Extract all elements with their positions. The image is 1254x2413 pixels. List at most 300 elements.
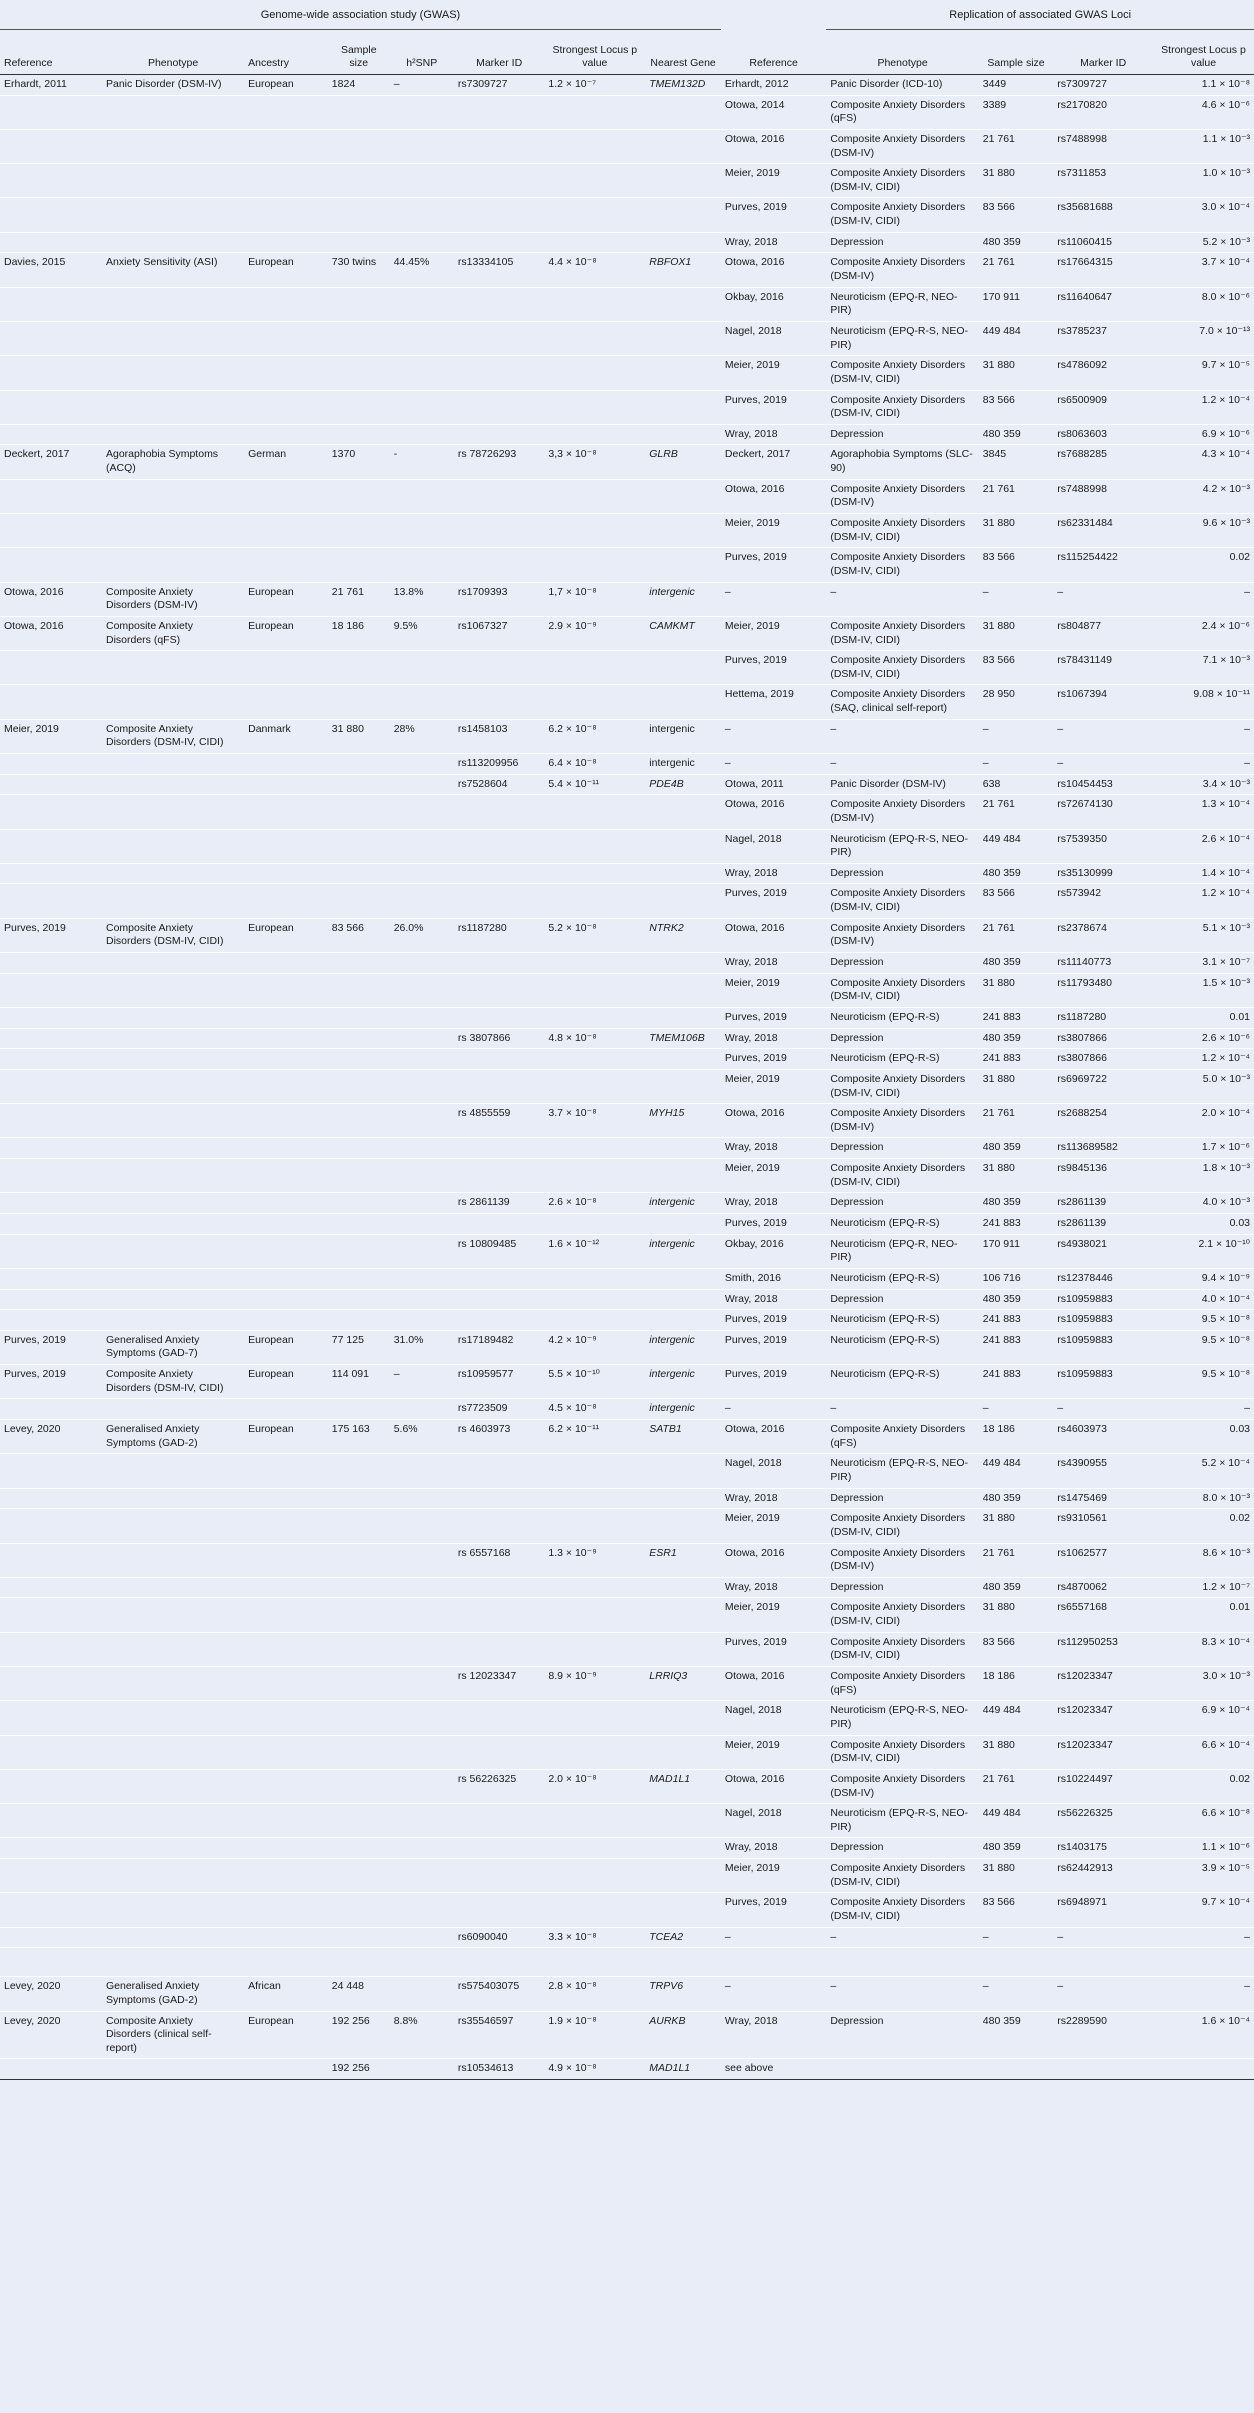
cell-marker-id bbox=[454, 795, 545, 829]
cell-rep-reference: Smith, 2016 bbox=[721, 1268, 826, 1289]
cell-rep-phenotype: Composite Anxiety Disorders (qFS) bbox=[826, 1667, 978, 1701]
cell-h2snp bbox=[390, 1769, 454, 1803]
cell-phenotype bbox=[102, 1310, 244, 1331]
cell-rep-marker-id: rs11060415 bbox=[1053, 232, 1153, 253]
col-header-rep-p-value: Strongest Locus p value bbox=[1153, 30, 1254, 75]
cell-rep-phenotype: Neuroticism (EPQ-R, NEO-PIR) bbox=[826, 1234, 978, 1268]
table-row bbox=[0, 1399, 1254, 1420]
cell-reference bbox=[0, 1632, 102, 1666]
cell-reference bbox=[0, 1069, 102, 1103]
table-row bbox=[0, 1007, 1254, 1028]
cell-nearest-gene bbox=[645, 1838, 721, 1859]
cell-ancestry bbox=[244, 232, 328, 253]
cell-rep-marker-id: rs7688285 bbox=[1053, 445, 1153, 479]
cell-rep-marker-id: rs1403175 bbox=[1053, 1838, 1153, 1859]
cell-nearest-gene: intergenic bbox=[645, 1193, 721, 1214]
cell-phenotype: Generalised Anxiety Symptoms (GAD-2) bbox=[102, 1420, 244, 1454]
cell-h2snp bbox=[390, 1509, 454, 1543]
cell-nearest-gene: intergenic bbox=[645, 1399, 721, 1420]
cell-nearest-gene bbox=[645, 1488, 721, 1509]
cell-rep-phenotype: Composite Anxiety Disorders (DSM-IV, CIDI) bbox=[826, 1893, 978, 1927]
cell-nearest-gene bbox=[645, 548, 721, 582]
cell-marker-id bbox=[454, 1159, 545, 1193]
cell-p-value bbox=[544, 1007, 645, 1028]
table-row bbox=[0, 1893, 1254, 1927]
col-header-rep-phenotype: Phenotype bbox=[826, 30, 978, 75]
cell-nearest-gene: intergenic bbox=[645, 582, 721, 616]
cell-p-value bbox=[544, 479, 645, 513]
cell-ancestry bbox=[244, 1577, 328, 1598]
cell-rep-sample-size: 170 911 bbox=[979, 287, 1054, 321]
cell-ancestry bbox=[244, 884, 328, 918]
table-row bbox=[0, 198, 1254, 232]
cell-nearest-gene: TCEA2 bbox=[645, 1927, 721, 1948]
cell-h2snp bbox=[390, 795, 454, 829]
table-row bbox=[0, 1159, 1254, 1193]
table-row bbox=[0, 616, 1254, 650]
cell-phenotype: Composite Anxiety Disorders (clinical self-report) bbox=[102, 2011, 244, 2059]
cell-rep-phenotype: Composite Anxiety Disorders (DSM-IV, CIDI) bbox=[826, 973, 978, 1007]
cell-reference bbox=[0, 390, 102, 424]
cell-p-value bbox=[544, 321, 645, 355]
cell-rep-reference: Purves, 2019 bbox=[721, 390, 826, 424]
cell-phenotype bbox=[102, 514, 244, 548]
cell-reference bbox=[0, 1159, 102, 1193]
cell-sample-size: 1370 bbox=[328, 445, 390, 479]
table-row bbox=[0, 129, 1254, 163]
cell-sample-size bbox=[328, 1138, 390, 1159]
cell-rep-p-value: 9.7 × 10⁻⁴ bbox=[1153, 1893, 1254, 1927]
cell-marker-id bbox=[454, 1701, 545, 1735]
cell-marker-id bbox=[454, 1893, 545, 1927]
cell-h2snp bbox=[390, 1927, 454, 1948]
cell-nearest-gene: intergenic bbox=[645, 1365, 721, 1399]
cell-rep-sample-size: 449 484 bbox=[979, 1701, 1054, 1735]
cell-p-value: 3.3 × 10⁻⁸ bbox=[544, 1927, 645, 1948]
cell-rep-marker-id: – bbox=[1053, 582, 1153, 616]
cell-ancestry bbox=[244, 1735, 328, 1769]
cell-rep-p-value: 0.01 bbox=[1153, 1598, 1254, 1632]
cell-h2snp: 8.8% bbox=[390, 2011, 454, 2059]
cell-ancestry: European bbox=[244, 1365, 328, 1399]
table-row bbox=[0, 1365, 1254, 1399]
cell-rep-sample-size: – bbox=[979, 582, 1054, 616]
cell-rep-marker-id: rs35681688 bbox=[1053, 198, 1153, 232]
cell-rep-phenotype: Composite Anxiety Disorders (DSM-IV, CIDI) bbox=[826, 164, 978, 198]
cell-h2snp bbox=[390, 1977, 454, 2011]
cell-rep-p-value: 8.3 × 10⁻⁴ bbox=[1153, 1632, 1254, 1666]
cell-rep-phenotype: Composite Anxiety Disorders (DSM-IV) bbox=[826, 1543, 978, 1577]
cell-nearest-gene: intergenic bbox=[645, 753, 721, 774]
cell-rep-phenotype: – bbox=[826, 1927, 978, 1948]
table-row bbox=[0, 1104, 1254, 1138]
table-row bbox=[0, 95, 1254, 129]
cell-rep-p-value: 7.0 × 10⁻¹³ bbox=[1153, 321, 1254, 355]
cell-rep-marker-id: rs6500909 bbox=[1053, 390, 1153, 424]
cell-nearest-gene bbox=[645, 685, 721, 719]
cell-phenotype bbox=[102, 1948, 244, 1977]
cell-sample-size bbox=[328, 548, 390, 582]
cell-rep-marker-id: rs12023347 bbox=[1053, 1735, 1153, 1769]
cell-rep-phenotype: – bbox=[826, 1977, 978, 2011]
table-row bbox=[0, 287, 1254, 321]
cell-reference bbox=[0, 287, 102, 321]
cell-nearest-gene bbox=[645, 1598, 721, 1632]
cell-h2snp: - bbox=[390, 445, 454, 479]
cell-sample-size bbox=[328, 321, 390, 355]
cell-phenotype bbox=[102, 1509, 244, 1543]
cell-rep-marker-id bbox=[1053, 2059, 1153, 2080]
cell-rep-sample-size: 21 761 bbox=[979, 918, 1054, 952]
cell-p-value bbox=[544, 198, 645, 232]
cell-nearest-gene bbox=[645, 863, 721, 884]
cell-rep-phenotype: Composite Anxiety Disorders (DSM-IV, CIDI) bbox=[826, 1159, 978, 1193]
cell-marker-id bbox=[454, 1049, 545, 1070]
cell-rep-p-value: 1.1 × 10⁻⁶ bbox=[1153, 1838, 1254, 1859]
cell-nearest-gene bbox=[645, 1859, 721, 1893]
cell-h2snp bbox=[390, 753, 454, 774]
cell-rep-marker-id: rs7309727 bbox=[1053, 75, 1153, 96]
cell-ancestry bbox=[244, 198, 328, 232]
cell-marker-id bbox=[454, 321, 545, 355]
cell-sample-size bbox=[328, 232, 390, 253]
cell-phenotype bbox=[102, 1268, 244, 1289]
table-row bbox=[0, 445, 1254, 479]
cell-rep-reference: – bbox=[721, 582, 826, 616]
cell-p-value bbox=[544, 1632, 645, 1666]
cell-p-value bbox=[544, 1859, 645, 1893]
cell-rep-reference: Otowa, 2011 bbox=[721, 774, 826, 795]
cell-rep-marker-id: rs17664315 bbox=[1053, 253, 1153, 287]
cell-marker-id bbox=[454, 973, 545, 1007]
cell-sample-size bbox=[328, 829, 390, 863]
cell-nearest-gene: TMEM132D bbox=[645, 75, 721, 96]
cell-marker-id bbox=[454, 479, 545, 513]
table-row bbox=[0, 424, 1254, 445]
col-header-marker-id: Marker ID bbox=[454, 30, 545, 75]
cell-marker-id: rs17189482 bbox=[454, 1330, 545, 1364]
cell-p-value: 2.8 × 10⁻⁸ bbox=[544, 1977, 645, 2011]
cell-sample-size bbox=[328, 753, 390, 774]
cell-sample-size bbox=[328, 1769, 390, 1803]
cell-phenotype bbox=[102, 1234, 244, 1268]
cell-p-value: 1.6 × 10⁻¹² bbox=[544, 1234, 645, 1268]
cell-rep-sample-size: 31 880 bbox=[979, 1159, 1054, 1193]
cell-rep-reference: Wray, 2018 bbox=[721, 1138, 826, 1159]
col-header-reference: Reference bbox=[0, 30, 102, 75]
cell-rep-reference: Purves, 2019 bbox=[721, 1893, 826, 1927]
cell-h2snp bbox=[390, 1049, 454, 1070]
cell-rep-marker-id: rs78431149 bbox=[1053, 651, 1153, 685]
cell-p-value bbox=[544, 1948, 645, 1977]
cell-nearest-gene bbox=[645, 884, 721, 918]
cell-rep-phenotype: Neuroticism (EPQ-R, NEO-PIR) bbox=[826, 287, 978, 321]
cell-p-value bbox=[544, 1049, 645, 1070]
cell-h2snp bbox=[390, 1598, 454, 1632]
cell-p-value bbox=[544, 232, 645, 253]
cell-marker-id bbox=[454, 1310, 545, 1331]
cell-nearest-gene bbox=[645, 232, 721, 253]
cell-rep-marker-id: rs4870062 bbox=[1053, 1577, 1153, 1598]
cell-rep-phenotype: Neuroticism (EPQ-R-S, NEO-PIR) bbox=[826, 321, 978, 355]
cell-rep-reference: Otowa, 2016 bbox=[721, 479, 826, 513]
cell-p-value bbox=[544, 1509, 645, 1543]
cell-h2snp bbox=[390, 884, 454, 918]
cell-phenotype bbox=[102, 1488, 244, 1509]
cell-marker-id bbox=[454, 164, 545, 198]
cell-marker-id: rs35546597 bbox=[454, 2011, 545, 2059]
cell-rep-marker-id: rs1187280 bbox=[1053, 1007, 1153, 1028]
cell-h2snp bbox=[390, 1234, 454, 1268]
cell-h2snp bbox=[390, 651, 454, 685]
cell-rep-phenotype: Depression bbox=[826, 863, 978, 884]
cell-h2snp bbox=[390, 514, 454, 548]
cell-sample-size bbox=[328, 1804, 390, 1838]
cell-rep-sample-size: 241 883 bbox=[979, 1049, 1054, 1070]
cell-rep-sample-size: 638 bbox=[979, 774, 1054, 795]
cell-p-value bbox=[544, 1454, 645, 1488]
cell-p-value: 5.2 × 10⁻⁸ bbox=[544, 918, 645, 952]
cell-h2snp: 5.6% bbox=[390, 1420, 454, 1454]
cell-reference: Levey, 2020 bbox=[0, 1420, 102, 1454]
cell-p-value bbox=[544, 514, 645, 548]
cell-rep-p-value: 9.5 × 10⁻⁸ bbox=[1153, 1330, 1254, 1364]
cell-rep-p-value: – bbox=[1153, 1977, 1254, 2011]
cell-phenotype bbox=[102, 479, 244, 513]
cell-rep-marker-id: rs10959883 bbox=[1053, 1365, 1153, 1399]
cell-sample-size bbox=[328, 1488, 390, 1509]
cell-rep-p-value: 8.0 × 10⁻⁶ bbox=[1153, 287, 1254, 321]
cell-marker-id bbox=[454, 884, 545, 918]
cell-rep-reference: Wray, 2018 bbox=[721, 1193, 826, 1214]
table-row bbox=[0, 1804, 1254, 1838]
cell-rep-reference: Meier, 2019 bbox=[721, 1069, 826, 1103]
cell-reference: Otowa, 2016 bbox=[0, 616, 102, 650]
cell-marker-id: rs 10809485 bbox=[454, 1234, 545, 1268]
cell-nearest-gene: intergenic bbox=[645, 1234, 721, 1268]
cell-rep-sample-size: 480 359 bbox=[979, 1193, 1054, 1214]
cell-h2snp: 28% bbox=[390, 719, 454, 753]
cell-marker-id: rs113209956 bbox=[454, 753, 545, 774]
cell-h2snp: 9.5% bbox=[390, 616, 454, 650]
cell-nearest-gene: MAD1L1 bbox=[645, 1769, 721, 1803]
cell-rep-marker-id: rs2378674 bbox=[1053, 918, 1153, 952]
cell-sample-size bbox=[328, 198, 390, 232]
cell-p-value bbox=[544, 1488, 645, 1509]
cell-rep-phenotype: – bbox=[826, 719, 978, 753]
cell-phenotype bbox=[102, 863, 244, 884]
cell-h2snp bbox=[390, 1893, 454, 1927]
cell-reference bbox=[0, 1838, 102, 1859]
cell-ancestry bbox=[244, 1598, 328, 1632]
cell-ancestry bbox=[244, 1632, 328, 1666]
cell-ancestry bbox=[244, 1543, 328, 1577]
cell-ancestry bbox=[244, 1049, 328, 1070]
cell-p-value bbox=[544, 1804, 645, 1838]
cell-rep-p-value: 1.2 × 10⁻⁴ bbox=[1153, 884, 1254, 918]
cell-rep-sample-size: 170 911 bbox=[979, 1234, 1054, 1268]
cell-rep-marker-id: rs62331484 bbox=[1053, 514, 1153, 548]
cell-phenotype bbox=[102, 1214, 244, 1235]
cell-h2snp bbox=[390, 1138, 454, 1159]
cell-rep-sample-size: 31 880 bbox=[979, 1735, 1054, 1769]
cell-reference: Otowa, 2016 bbox=[0, 582, 102, 616]
cell-reference bbox=[0, 1543, 102, 1577]
cell-rep-phenotype bbox=[826, 1948, 978, 1977]
cell-rep-phenotype: Depression bbox=[826, 953, 978, 974]
table-row bbox=[0, 795, 1254, 829]
cell-rep-phenotype: Composite Anxiety Disorders (DSM-IV, CIDI) bbox=[826, 651, 978, 685]
cell-p-value bbox=[544, 1138, 645, 1159]
cell-rep-reference: Deckert, 2017 bbox=[721, 445, 826, 479]
cell-marker-id: rs7528604 bbox=[454, 774, 545, 795]
cell-reference bbox=[0, 1859, 102, 1893]
cell-rep-p-value: 5.2 × 10⁻³ bbox=[1153, 232, 1254, 253]
table-row bbox=[0, 1138, 1254, 1159]
cell-rep-p-value: 1.7 × 10⁻⁶ bbox=[1153, 1138, 1254, 1159]
cell-nearest-gene: SATB1 bbox=[645, 1420, 721, 1454]
cell-rep-sample-size: 449 484 bbox=[979, 1804, 1054, 1838]
cell-h2snp: 26.0% bbox=[390, 918, 454, 952]
cell-marker-id: rs 4855559 bbox=[454, 1104, 545, 1138]
cell-marker-id bbox=[454, 1214, 545, 1235]
cell-rep-p-value: 2.0 × 10⁻⁴ bbox=[1153, 1104, 1254, 1138]
cell-rep-reference: Meier, 2019 bbox=[721, 1735, 826, 1769]
cell-rep-reference: Otowa, 2016 bbox=[721, 1667, 826, 1701]
cell-rep-sample-size: 28 950 bbox=[979, 685, 1054, 719]
cell-nearest-gene bbox=[645, 1214, 721, 1235]
cell-h2snp bbox=[390, 1948, 454, 1977]
cell-phenotype bbox=[102, 95, 244, 129]
cell-phenotype bbox=[102, 953, 244, 974]
cell-h2snp: 31.0% bbox=[390, 1330, 454, 1364]
cell-rep-reference: Meier, 2019 bbox=[721, 973, 826, 1007]
cell-p-value: 6.4 × 10⁻⁸ bbox=[544, 753, 645, 774]
cell-reference bbox=[0, 424, 102, 445]
replication-group-header: Replication of associated GWAS Loci bbox=[826, 0, 1254, 30]
table-row bbox=[0, 1420, 1254, 1454]
cell-ancestry bbox=[244, 548, 328, 582]
cell-marker-id: rs10959577 bbox=[454, 1365, 545, 1399]
cell-nearest-gene bbox=[645, 1701, 721, 1735]
cell-reference bbox=[0, 1948, 102, 1977]
cell-phenotype bbox=[102, 1138, 244, 1159]
cell-phenotype bbox=[102, 390, 244, 424]
cell-nearest-gene bbox=[645, 1007, 721, 1028]
cell-phenotype bbox=[102, 1028, 244, 1049]
cell-marker-id bbox=[454, 548, 545, 582]
cell-h2snp bbox=[390, 774, 454, 795]
cell-rep-sample-size: 3389 bbox=[979, 95, 1054, 129]
cell-phenotype bbox=[102, 548, 244, 582]
cell-ancestry bbox=[244, 1193, 328, 1214]
cell-p-value bbox=[544, 1577, 645, 1598]
cell-h2snp bbox=[390, 198, 454, 232]
cell-phenotype bbox=[102, 1859, 244, 1893]
cell-rep-phenotype: – bbox=[826, 582, 978, 616]
cell-phenotype: Composite Anxiety Disorders (DSM-IV, CIDI) bbox=[102, 719, 244, 753]
cell-reference bbox=[0, 1104, 102, 1138]
cell-rep-phenotype: Neuroticism (EPQ-R-S) bbox=[826, 1049, 978, 1070]
cell-p-value bbox=[544, 424, 645, 445]
cell-reference: Purves, 2019 bbox=[0, 1365, 102, 1399]
cell-rep-sample-size: 31 880 bbox=[979, 164, 1054, 198]
cell-nearest-gene bbox=[645, 287, 721, 321]
cell-rep-reference: Wray, 2018 bbox=[721, 953, 826, 974]
cell-h2snp bbox=[390, 1268, 454, 1289]
cell-rep-phenotype: Composite Anxiety Disorders (DSM-IV, CIDI) bbox=[826, 1598, 978, 1632]
table-row bbox=[0, 1028, 1254, 1049]
cell-ancestry: European bbox=[244, 582, 328, 616]
cell-reference bbox=[0, 1007, 102, 1028]
cell-nearest-gene bbox=[645, 1268, 721, 1289]
cell-sample-size: 24 448 bbox=[328, 1977, 390, 2011]
cell-ancestry: European bbox=[244, 2011, 328, 2059]
cell-phenotype bbox=[102, 973, 244, 1007]
cell-rep-reference: Wray, 2018 bbox=[721, 1838, 826, 1859]
cell-h2snp bbox=[390, 685, 454, 719]
cell-rep-marker-id: rs573942 bbox=[1053, 884, 1153, 918]
cell-p-value bbox=[544, 164, 645, 198]
cell-h2snp bbox=[390, 1735, 454, 1769]
table-row bbox=[0, 479, 1254, 513]
cell-nearest-gene: MYH15 bbox=[645, 1104, 721, 1138]
table-row bbox=[0, 719, 1254, 753]
cell-sample-size bbox=[328, 1735, 390, 1769]
cell-rep-reference: Wray, 2018 bbox=[721, 2011, 826, 2059]
cell-rep-reference: Wray, 2018 bbox=[721, 863, 826, 884]
cell-ancestry: Danmark bbox=[244, 719, 328, 753]
cell-marker-id: rs1709393 bbox=[454, 582, 545, 616]
cell-rep-p-value: 4.0 × 10⁻³ bbox=[1153, 1193, 1254, 1214]
cell-nearest-gene bbox=[645, 1577, 721, 1598]
table-row bbox=[0, 164, 1254, 198]
table-row bbox=[0, 1268, 1254, 1289]
cell-rep-reference: Wray, 2018 bbox=[721, 1289, 826, 1310]
cell-p-value bbox=[544, 1268, 645, 1289]
cell-p-value: 4.4 × 10⁻⁸ bbox=[544, 253, 645, 287]
cell-phenotype bbox=[102, 1193, 244, 1214]
cell-h2snp bbox=[390, 1028, 454, 1049]
cell-rep-reference: Wray, 2018 bbox=[721, 424, 826, 445]
cell-sample-size bbox=[328, 1193, 390, 1214]
cell-rep-marker-id: rs2861139 bbox=[1053, 1193, 1153, 1214]
cell-ancestry bbox=[244, 1234, 328, 1268]
cell-phenotype: Composite Anxiety Disorders (qFS) bbox=[102, 616, 244, 650]
cell-nearest-gene bbox=[645, 356, 721, 390]
cell-p-value: 4.8 × 10⁻⁸ bbox=[544, 1028, 645, 1049]
cell-p-value: 3.7 × 10⁻⁸ bbox=[544, 1104, 645, 1138]
cell-rep-marker-id: rs1475469 bbox=[1053, 1488, 1153, 1509]
cell-rep-phenotype: Neuroticism (EPQ-R-S, NEO-PIR) bbox=[826, 1454, 978, 1488]
cell-p-value bbox=[544, 1735, 645, 1769]
cell-p-value: 6.2 × 10⁻¹¹ bbox=[544, 1420, 645, 1454]
cell-rep-marker-id: rs11640647 bbox=[1053, 287, 1153, 321]
cell-rep-sample-size: 449 484 bbox=[979, 829, 1054, 863]
cell-rep-sample-size: 83 566 bbox=[979, 884, 1054, 918]
table-row bbox=[0, 918, 1254, 952]
cell-reference bbox=[0, 1927, 102, 1948]
cell-sample-size: 175 163 bbox=[328, 1420, 390, 1454]
cell-nearest-gene: intergenic bbox=[645, 719, 721, 753]
cell-ancestry bbox=[244, 1927, 328, 1948]
cell-phenotype bbox=[102, 198, 244, 232]
cell-rep-p-value: 2.6 × 10⁻⁴ bbox=[1153, 829, 1254, 863]
table-row bbox=[0, 582, 1254, 616]
cell-rep-sample-size: 449 484 bbox=[979, 1454, 1054, 1488]
cell-ancestry bbox=[244, 1214, 328, 1235]
cell-nearest-gene bbox=[645, 1893, 721, 1927]
